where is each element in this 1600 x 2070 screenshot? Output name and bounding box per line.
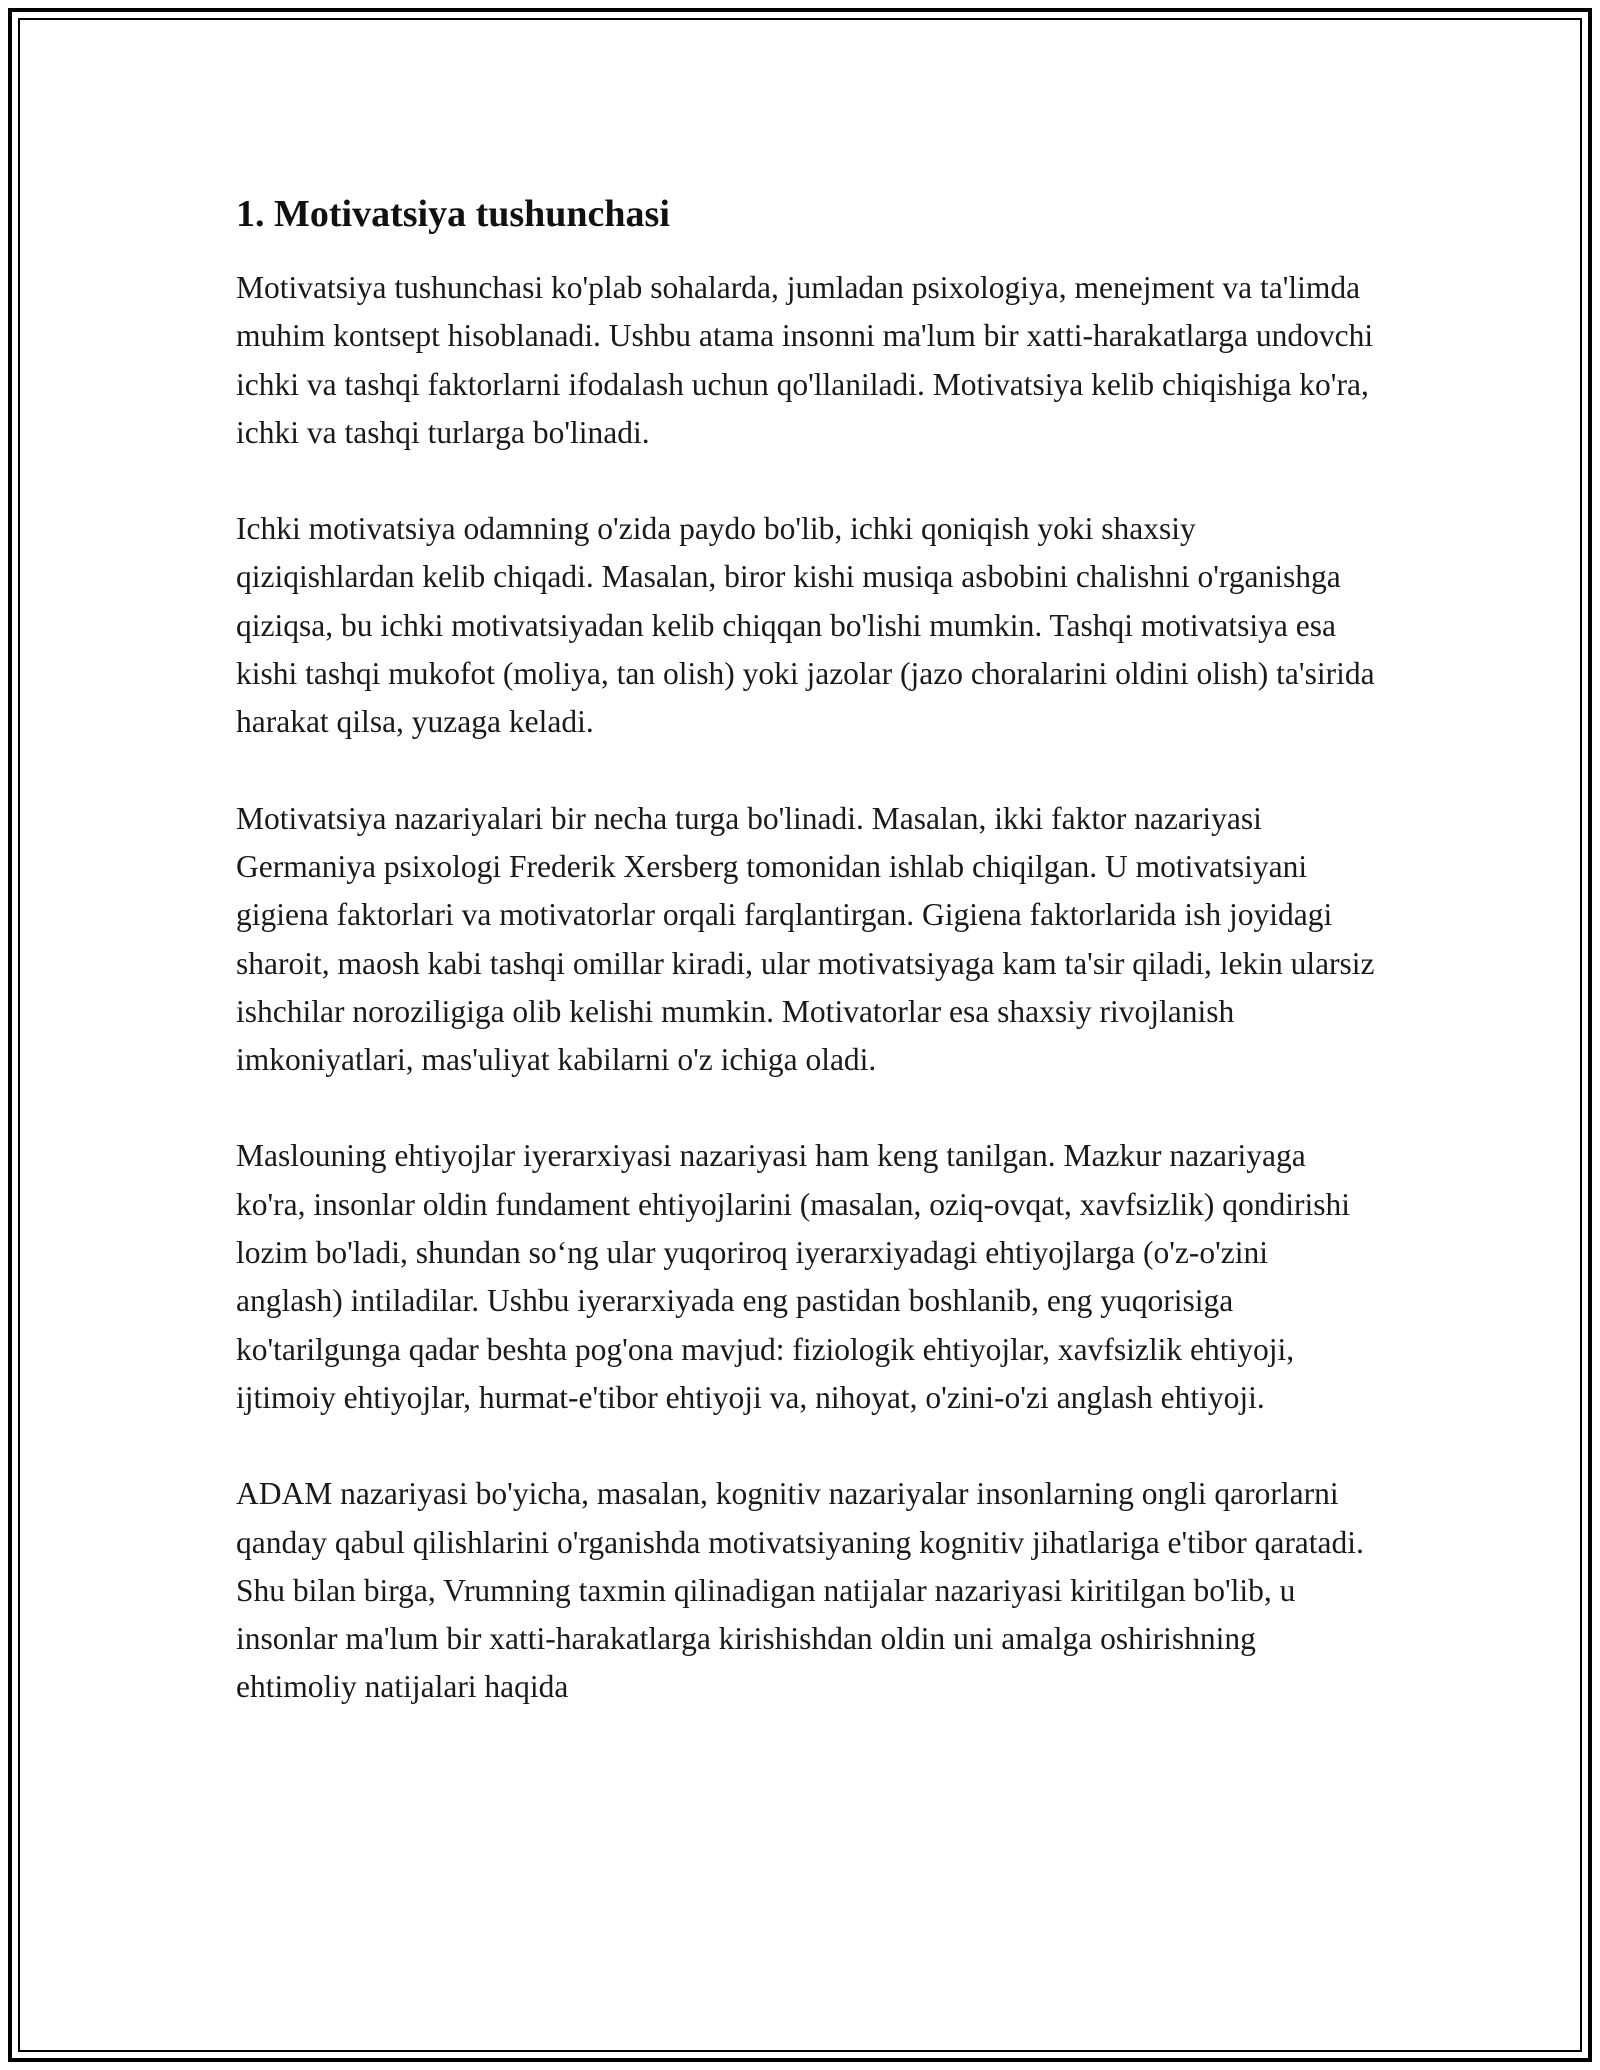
paragraph-maslow-hierarchy: Maslouning ehtiyojlar iyerarxiyasi nazariyasi ham keng tanilgan. Mazkur nazariyaga ko'ra, insonlar oldin fundament ehtiyojlarini (masalan, oziq-ovqat, xavfsizlik) qondirishi lozim bo'ladi, shundan so‘ng ular yuqoriroq iyerarxiyadagi ehtiyojlarga (o'z-o'zini anglash) intiladilar. Ushbu iyerarxiyada eng pastidan boshlanib, eng yuqorisiga ko'tarilgunga qadar beshta pog'ona mavjud: fiziologik ehtiyojlar, xavfsizlik ehtiyoji, ijtimoiy ehtiyojlar, hurmat-e'tibor ehtiyoji va, nihoyat, o'zini-o'zi anglash ehtiyoji. [236,1138,1351,1415]
paragraph-two-factor-theory: Motivatsiya nazariyalari bir necha turga bo'linadi. Masalan, ikki faktor nazariyasi Germaniya psixologi Frederik Xersberg tomonidan ishlab chiqilgan. U motivatsiyani gigiena faktorlari va motivatorlar orqali farqlantirgan. Gigiena faktorlarida ish joyidagi sharoit, maosh kabi tashqi omillar kiradi, ular motivatsiyaga kam ta'sir qiladi, lekin ularsiz ishchilar noroziligiga olib kelishi mumkin. Motivatorlar esa shaxsiy rivojlanish imkoniyatlari, mas'uliyat kabilarni o'z ichiga oladi. [236,800,1375,1078]
paragraph-cognitive-theories: ADAM nazariyasi bo'yicha, masalan, kognitiv nazariyalar insonlarning ongli qarorlarni qanday qabul qilishlarini o'rganishda motivatsiyaning kognitiv jihatlariga e'tibor qaratadi. Shu bilan birga, Vrumning taxmin qilinadigan natijalar nazariyasi kiritilgan bo'lib, u insonlar ma'lum bir xatti-harakatlarga kirishishdan oldin uni amalga oshirishning ehtimoliy natijalari haqida [236,1476,1364,1705]
paragraph-intrinsic-extrinsic: Ichki motivatsiya odamning o'zida paydo bo'lib, ichki qoniqish yoki shaxsiy qiziqishlardan kelib chiqadi. Masalan, biror kishi musiqa asbobini chalishni o'rganishga qiziqsa, bu ichki motivatsiyadan kelib chiqqan bo'lishi mumkin. Tashqi motivatsiya esa kishi tashqi mukofot (moliya, tan olish) yoki jazolar (jazo choralarini oldini olish) ta'sirida harakat qilsa, yuzaga keladi. [236,511,1375,740]
document-body [236,188,1376,1712]
paragraph-motivation-concept: Motivatsiya tushunchasi ko'plab sohalarda, jumladan psixologiya, menejment va ta'limda muhim kontsept hisoblanadi. Ushbu atama insonni ma'lum bir xatti-harakatlarga undovchi ichki va tashqi faktorlarni ifodalash uchun qo'llaniladi. Motivatsiya kelib chiqishiga ko'ra, ichki va tashqi turlarga bo'linadi. [236,270,1374,450]
section-heading: 1. Motivatsiya tushunchasi [236,193,670,235]
